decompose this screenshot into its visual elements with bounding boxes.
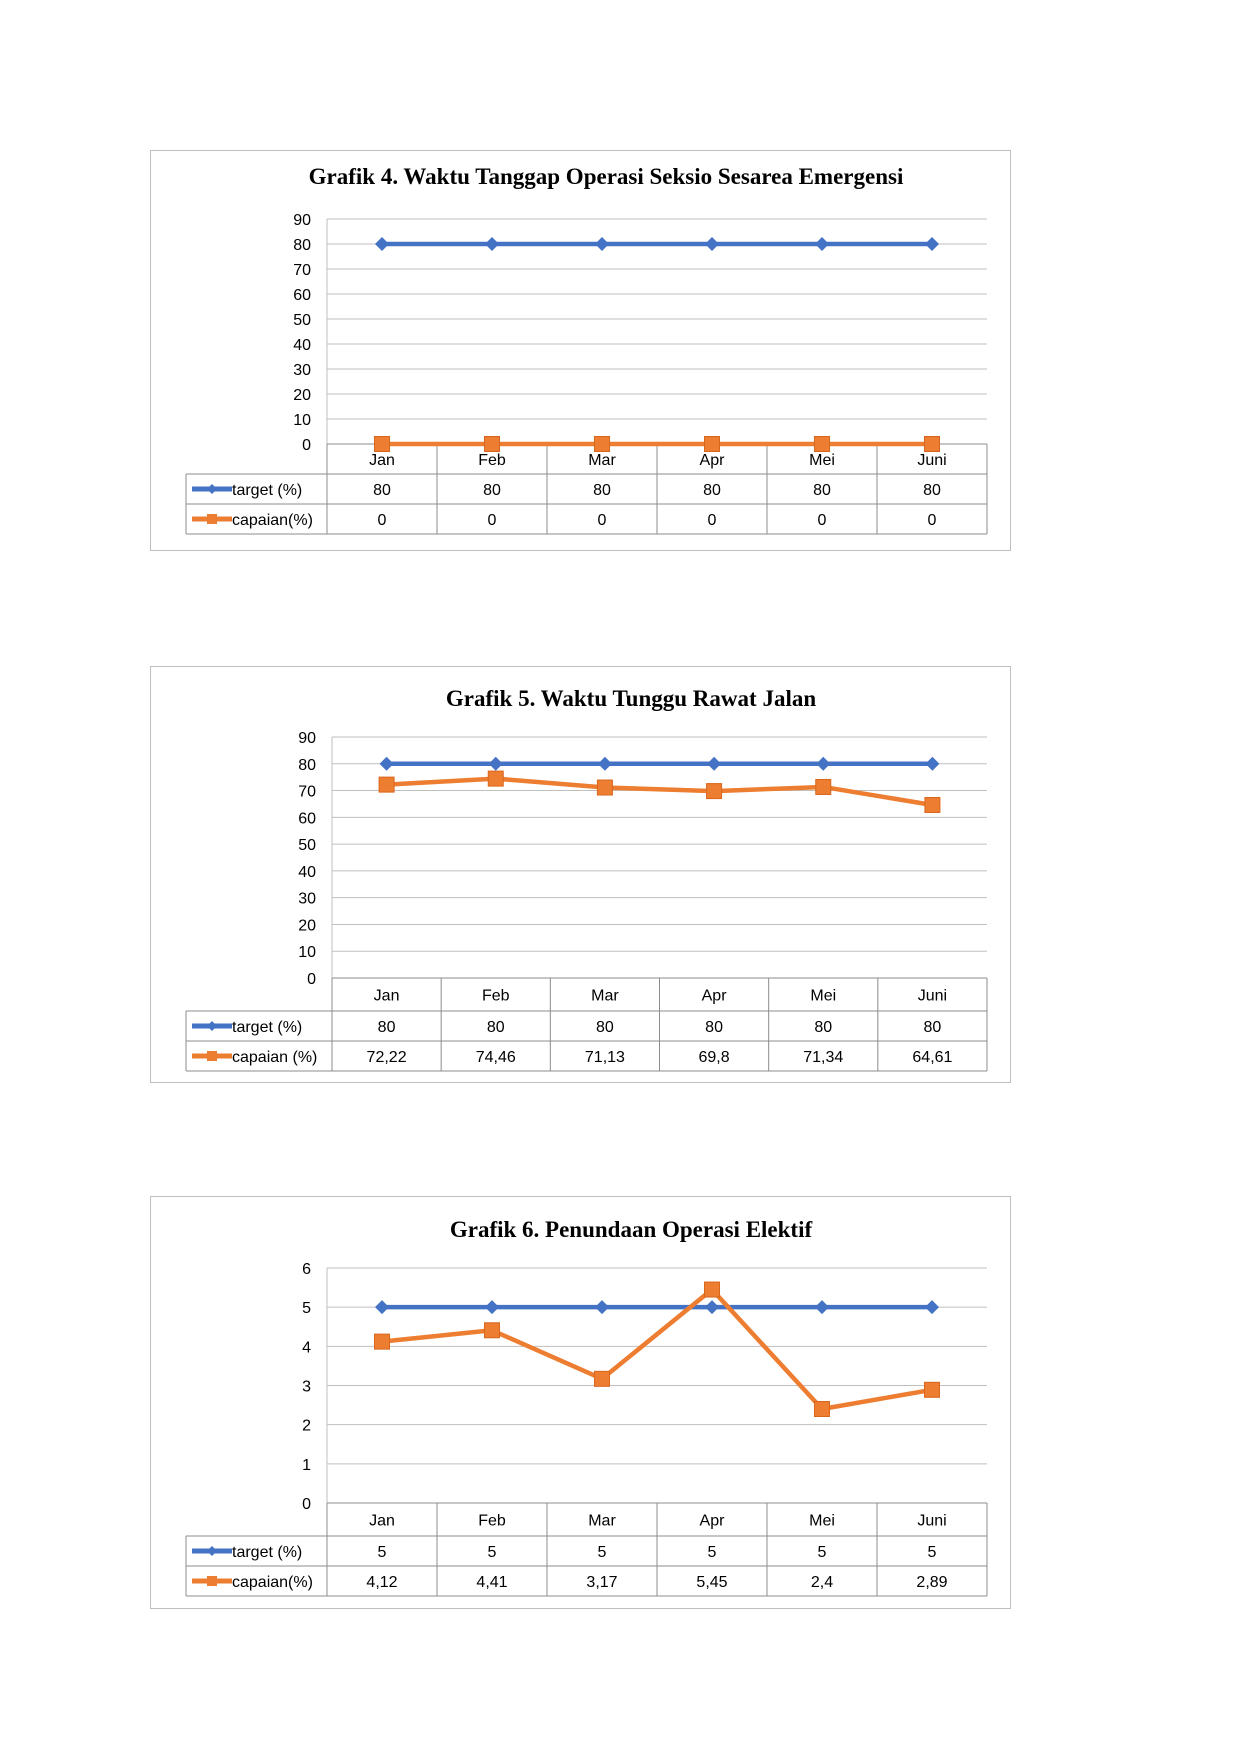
chart2-x-tick-label: Mei	[809, 1512, 835, 1530]
chart0-data-label: 80	[593, 482, 611, 499]
chart0-point-capaian	[925, 437, 940, 452]
chart2-x-tick-label: Feb	[478, 1512, 506, 1530]
chart1-point-target	[925, 757, 939, 771]
chart0-y-tick-label: 80	[293, 237, 311, 254]
chart0-point-capaian	[485, 437, 500, 452]
chart1-y-tick-label: 40	[298, 863, 316, 881]
chart2-legend-marker	[207, 1546, 217, 1556]
chart2-data-label: 5	[817, 1544, 827, 1561]
chart0-y-tick-label: 20	[293, 387, 311, 404]
chart0-point-capaian	[375, 437, 390, 452]
chart1-point-capaian	[597, 780, 612, 795]
chart1-data-label: 71,34	[803, 1049, 844, 1066]
chart0-data-label: 80	[813, 482, 831, 499]
chart1-point-capaian	[816, 779, 831, 794]
chart0-point-capaian	[815, 437, 830, 452]
chart2-data-label: 5	[487, 1544, 497, 1561]
chart1-x-tick-label: Mei	[810, 987, 837, 1005]
chart0-point-target	[375, 237, 389, 251]
chart1-data-label: 80	[814, 1019, 833, 1036]
chart0-point-target	[485, 237, 499, 251]
chart2-legend-marker	[207, 1576, 217, 1586]
chart0-title: Grafik 4. Waktu Tanggap Operasi Seksio Sesarea Emergensi	[308, 164, 904, 189]
chart1-legend-marker	[207, 1021, 217, 1031]
chart1-y-tick-label: 80	[298, 756, 316, 774]
chart0-point-capaian	[595, 437, 610, 452]
chart2-data-label: 2,89	[916, 1574, 948, 1591]
chart1-point-target	[380, 757, 394, 771]
chart0-y-tick-label: 70	[293, 262, 311, 279]
chart-grafik-5-svg	[151, 667, 1010, 1082]
chart1-data-label: 80	[596, 1019, 614, 1036]
chart0-data-label: 80	[703, 482, 721, 499]
chart2-point-capaian	[815, 1402, 830, 1417]
chart1-point-target	[816, 757, 830, 771]
chart1-data-label: 80	[377, 1019, 396, 1036]
chart1-data-label: 80	[923, 1019, 942, 1036]
chart0-point-target	[705, 237, 719, 251]
chart2-data-label: 5,45	[696, 1574, 728, 1591]
chart2-point-target	[595, 1300, 609, 1314]
chart0-legend-label: capaian(%)	[232, 512, 313, 529]
chart1-data-label: 71,13	[584, 1049, 625, 1066]
chart1-point-target	[489, 757, 503, 771]
chart0-y-tick-label: 30	[293, 362, 311, 379]
chart0-x-tick-label: Juni	[917, 452, 947, 469]
chart0-y-tick-label: 90	[293, 212, 311, 229]
chart1-y-tick-label: 50	[298, 837, 316, 855]
chart1-data-label: 80	[705, 1019, 723, 1036]
chart2-data-label: 4,12	[366, 1574, 398, 1591]
chart0-x-tick-label: Apr	[699, 452, 725, 469]
chart0-data-label: 80	[483, 482, 501, 499]
chart1-data-label: 69,8	[698, 1049, 730, 1066]
chart0-data-label: 0	[927, 512, 937, 529]
chart1-x-tick-label: Mar	[591, 987, 619, 1005]
chart0-x-tick-label: Feb	[478, 452, 506, 469]
chart1-data-label: 64,61	[912, 1049, 953, 1066]
chart2-legend-label: target (%)	[232, 1544, 303, 1561]
chart0-x-tick-label: Jan	[369, 452, 395, 469]
chart0-point-target	[815, 237, 829, 251]
chart2-point-capaian	[485, 1323, 500, 1338]
chart0-y-tick-label: 10	[293, 412, 311, 429]
chart2-y-tick-label: 1	[302, 1456, 311, 1474]
chart0-y-tick-label: 40	[293, 337, 311, 354]
chart1-point-capaian	[379, 777, 394, 792]
chart2-x-tick-label: Jan	[369, 1512, 395, 1530]
chart2-point-target	[815, 1300, 829, 1314]
chart0-legend-marker	[207, 514, 217, 524]
chart2-point-capaian	[595, 1371, 610, 1386]
chart-grafik-4-svg	[151, 151, 1010, 550]
chart2-point-target	[925, 1300, 939, 1314]
chart0-x-tick-label: Mar	[588, 452, 616, 469]
chart1-series-line-capaian	[387, 779, 933, 805]
chart2-data-label: 5	[597, 1544, 607, 1561]
chart1-point-capaian	[488, 771, 503, 786]
chart-grafik-6-svg	[151, 1197, 1010, 1608]
chart2-point-capaian	[705, 1282, 720, 1297]
chart2-y-tick-label: 5	[302, 1300, 311, 1318]
chart2-y-tick-label: 0	[302, 1496, 311, 1513]
chart0-data-label: 0	[487, 512, 497, 529]
chart0-legend-marker	[207, 484, 217, 494]
chart1-x-tick-label: Juni	[917, 987, 948, 1005]
chart1-y-tick-label: 10	[298, 944, 316, 962]
chart0-point-capaian	[705, 437, 720, 452]
chart-grafik-5	[150, 666, 1011, 1083]
chart0-data-label: 0	[707, 512, 717, 529]
chart2-y-tick-label: 3	[302, 1378, 311, 1396]
chart1-title: Grafik 5. Waktu Tunggu Rawat Jalan	[445, 686, 817, 711]
chart1-y-tick-label: 90	[298, 730, 316, 747]
chart2-point-target	[485, 1300, 499, 1314]
chart-grafik-4	[150, 150, 1011, 551]
chart2-point-target	[375, 1300, 389, 1314]
chart0-legend-label: target (%)	[232, 482, 303, 499]
chart2-data-label: 5	[707, 1544, 717, 1561]
chart0-point-target	[925, 237, 939, 251]
chart1-y-tick-label: 60	[298, 810, 316, 828]
chart0-data-label: 0	[377, 512, 387, 529]
chart1-point-capaian	[707, 784, 722, 799]
chart2-data-label: 5	[377, 1544, 387, 1561]
chart1-point-capaian	[925, 797, 940, 812]
chart1-x-tick-label: Jan	[373, 987, 400, 1005]
chart2-x-tick-label: Apr	[699, 1512, 725, 1530]
chart0-data-label: 80	[923, 482, 941, 499]
chart1-data-label: 74,46	[475, 1049, 516, 1066]
chart2-data-label: 4,41	[476, 1574, 508, 1591]
chart1-legend-label: target (%)	[232, 1019, 303, 1036]
chart2-x-tick-label: Juni	[917, 1512, 947, 1530]
chart2-point-target	[705, 1300, 719, 1314]
chart2-y-tick-label: 4	[302, 1339, 311, 1357]
chart2-data-label: 5	[927, 1544, 937, 1561]
chart0-data-label: 0	[817, 512, 827, 529]
chart1-y-tick-label: 30	[298, 890, 316, 908]
chart1-legend-marker	[207, 1051, 217, 1061]
chart1-point-target	[707, 757, 721, 771]
chart1-legend-label: capaian (%)	[232, 1049, 318, 1066]
chart0-point-target	[595, 237, 609, 251]
chart1-point-target	[598, 757, 612, 771]
chart2-data-label: 2,4	[810, 1574, 834, 1591]
chart1-y-tick-label: 20	[298, 917, 316, 935]
chart2-title: Grafik 6. Penundaan Operasi Elektif	[449, 1217, 813, 1242]
chart2-point-capaian	[375, 1334, 390, 1349]
chart2-data-label: 3,17	[586, 1574, 618, 1591]
chart2-y-tick-label: 6	[302, 1261, 311, 1278]
chart0-y-tick-label: 0	[302, 437, 311, 454]
chart1-x-tick-label: Apr	[701, 987, 727, 1005]
chart2-legend-label: capaian(%)	[232, 1574, 313, 1591]
chart1-x-tick-label: Feb	[481, 987, 510, 1005]
chart2-y-tick-label: 2	[302, 1417, 311, 1435]
chart2-x-tick-label: Mar	[588, 1512, 616, 1530]
chart2-point-capaian	[925, 1382, 940, 1397]
chart-grafik-6	[150, 1196, 1011, 1609]
chart0-data-label: 0	[597, 512, 607, 529]
chart0-y-tick-label: 60	[293, 287, 311, 304]
chart0-y-tick-label: 50	[293, 312, 311, 329]
chart0-x-tick-label: Mei	[809, 452, 835, 469]
chart1-data-label: 72,22	[366, 1049, 407, 1066]
chart1-y-tick-label: 0	[307, 971, 316, 988]
chart1-data-label: 80	[486, 1019, 505, 1036]
chart1-y-tick-label: 70	[298, 783, 316, 801]
chart0-data-label: 80	[373, 482, 391, 499]
